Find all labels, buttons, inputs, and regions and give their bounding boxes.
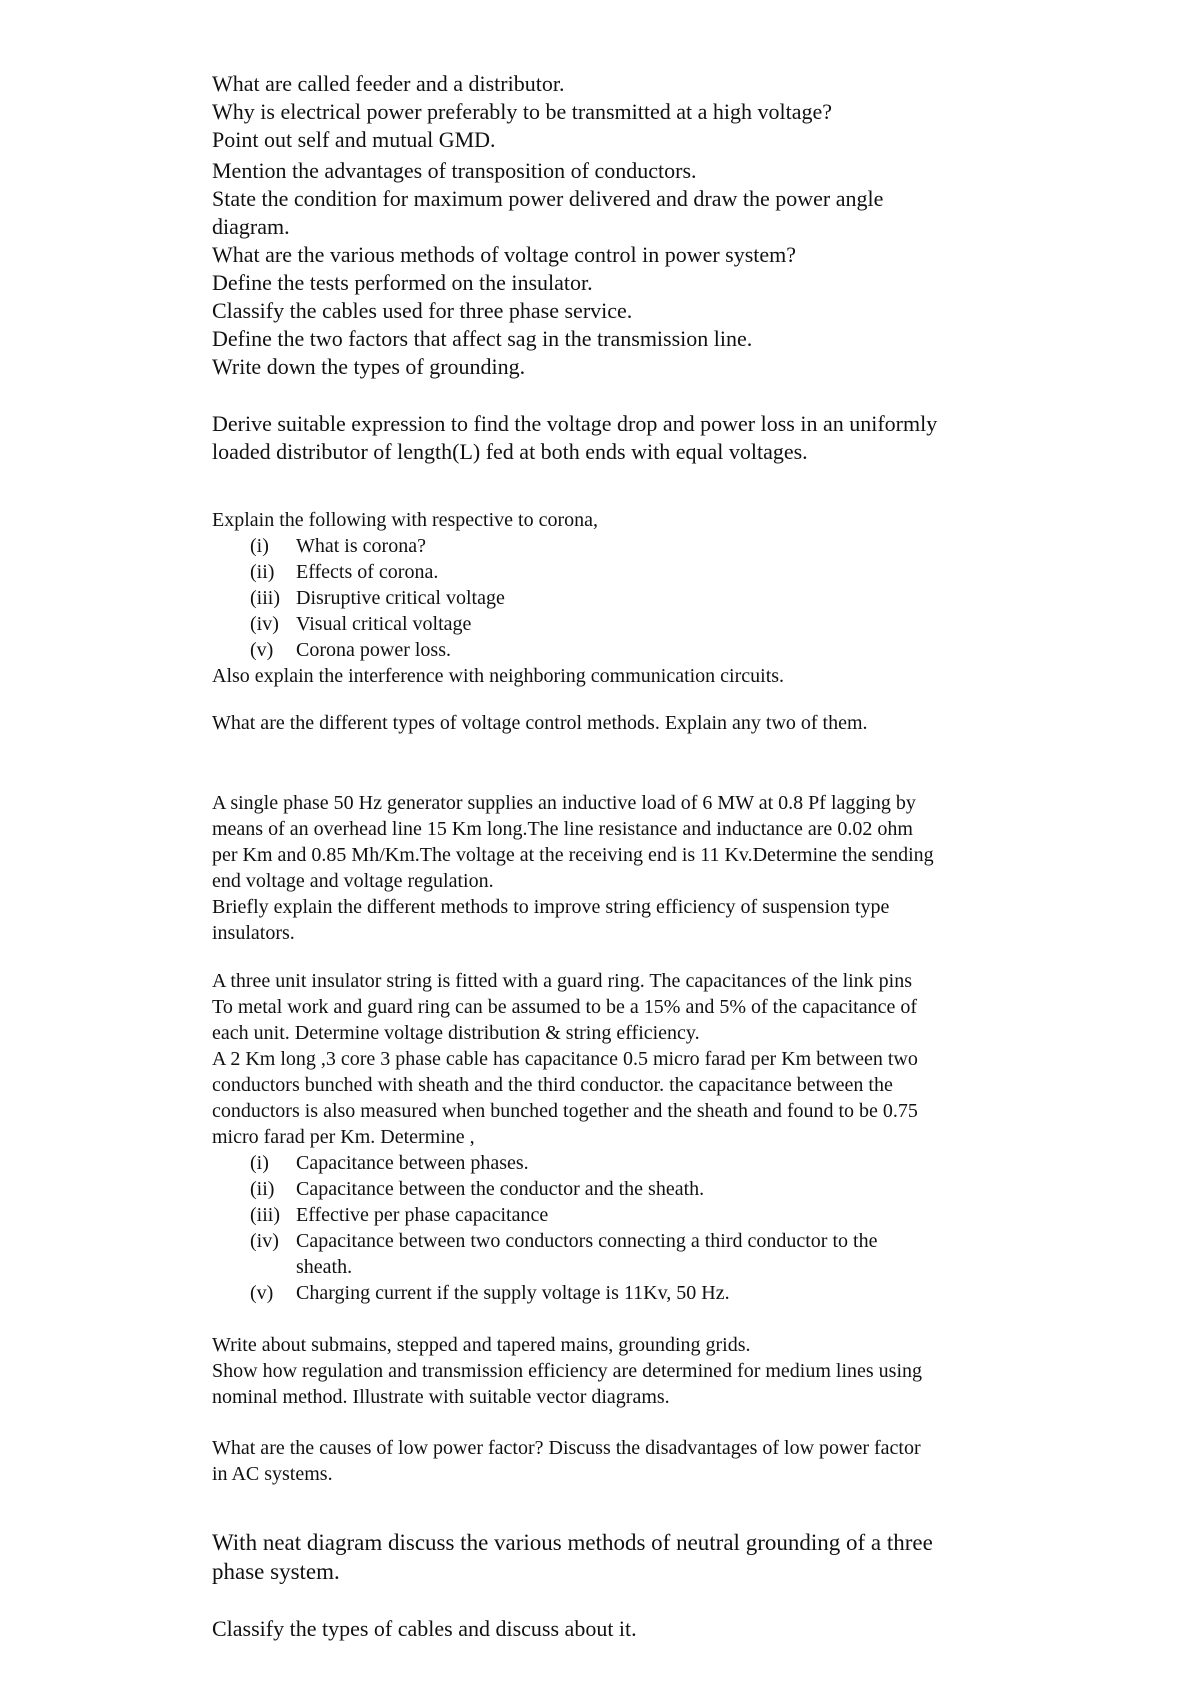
sub-item-text: Effective per phase capacitance: [296, 1204, 549, 1226]
sub-item: [212, 559, 1032, 585]
sub-item-text: Disruptive critical voltage: [296, 587, 505, 609]
sub-item-text: Effects of corona.: [296, 561, 439, 583]
sub-item: [212, 611, 1032, 637]
sub-item-text: Capacitance between the conductor and the sheath.: [296, 1178, 705, 1200]
question-line: means of an overhead line 15 Km long.The line resistance and inductance are 0.02 ohm: [212, 818, 913, 840]
cable-question-line: conductors bunched with sheath and the third conductor. the capacitance between the: [212, 1074, 893, 1096]
question-line: nominal method. Illustrate with suitable vector diagrams.: [212, 1386, 670, 1408]
question-line: end voltage and voltage regulation.: [212, 870, 494, 892]
sub-item-text: Capacitance between phases.: [296, 1152, 529, 1174]
question-line: per Km and 0.85 Mh/Km.The voltage at the receiving end is 11 Kv.Determine the sending: [212, 844, 934, 866]
question-line: Define the tests performed on the insulator.: [212, 270, 593, 295]
cable-question-line: micro farad per Km. Determine ,: [212, 1126, 475, 1148]
question-line: Why is electrical power preferably to be transmitted at a high voltage?: [212, 99, 833, 124]
sub-item-number: (iii): [250, 587, 280, 609]
question-line: Briefly explain the different methods to improve string efficiency of suspension type: [212, 896, 890, 918]
sub-item: [212, 1280, 1032, 1306]
sub-item: [212, 1150, 1032, 1176]
question-line: What are the causes of low power factor? Discuss the disadvantages of low power factor: [212, 1437, 921, 1459]
generator-question: [212, 790, 1032, 946]
sub-item: [212, 1202, 1032, 1228]
short-questions: [212, 70, 1032, 381]
neutral-grounding-question: [212, 1528, 1032, 1586]
classify-cables-question: [212, 1615, 1032, 1643]
sub-item: [212, 585, 1032, 611]
question-intro: Explain the following with respective to corona,: [212, 509, 599, 531]
question-line: State the condition for maximum power delivered and draw the power angle: [212, 186, 884, 211]
sub-item-text: What is corona?: [296, 535, 426, 557]
sub-item: [212, 1228, 1032, 1280]
question-line: Classify the types of cables and discuss about it.: [212, 1616, 637, 1641]
sub-item: [212, 1176, 1032, 1202]
cable-question-line: A 2 Km long ,3 core 3 phase cable has capacitance 0.5 micro farad per Km between two: [212, 1048, 918, 1070]
question-outro: Also explain the interference with neighboring communication circuits.: [212, 665, 785, 687]
question-line: diagram.: [212, 214, 290, 239]
sub-item-text: Visual critical voltage: [296, 613, 472, 635]
question-line: phase system.: [212, 1559, 340, 1584]
sub-item-number: (iv): [250, 1230, 279, 1252]
sub-item: [212, 637, 1032, 663]
sub-item-number: (iii): [250, 1204, 280, 1226]
question-line: To metal work and guard ring can be assumed to be a 15% and 5% of the capacitance of: [212, 996, 917, 1018]
sub-item-text: Charging current if the supply voltage is 11Kv, 50 Hz.: [296, 1282, 730, 1304]
question-line: Classify the cables used for three phase service.: [212, 298, 633, 323]
sub-item-text: Corona power loss.: [296, 639, 451, 661]
power-factor-question: [212, 1435, 1032, 1487]
sub-item: [212, 533, 1032, 559]
guard-ring-question: [212, 968, 1032, 1306]
question-line: A single phase 50 Hz generator supplies an inductive load of 6 MW at 0.8 Pf lagging by: [212, 792, 916, 814]
question-line: in AC systems.: [212, 1463, 333, 1485]
cable-question-line: conductors is also measured when bunched together and the sheath and found to be 0.75: [212, 1100, 918, 1122]
question-line: Define the two factors that affect sag in the transmission line.: [212, 326, 753, 351]
sub-item-text: Capacitance between two conductors connecting a third conductor to the sheath.: [296, 1230, 878, 1278]
voltage-control-question: [212, 710, 1032, 736]
sub-item-number: (ii): [250, 561, 275, 583]
sub-item-number: (ii): [250, 1178, 275, 1200]
sub-item-number: (v): [250, 639, 274, 661]
question-line: Write down the types of grounding.: [212, 354, 526, 379]
question-line: What are called feeder and a distributor.: [212, 71, 565, 96]
question-line: loaded distributor of length(L) fed at both ends with equal voltages.: [212, 439, 808, 464]
question-line: Point out self and mutual GMD.: [212, 127, 496, 152]
sub-item-number: (i): [250, 535, 269, 557]
sub-item-number: (v): [250, 1282, 274, 1304]
question-line: each unit. Determine voltage distribution & string efficiency.: [212, 1022, 700, 1044]
corona-question: [212, 507, 1032, 689]
question-line: Write about submains, stepped and tapered mains, grounding grids.: [212, 1334, 751, 1356]
sub-item-number: (iv): [250, 613, 279, 635]
question-line: What are the different types of voltage control methods. Explain any two of them.: [212, 712, 868, 734]
derive-question: [212, 410, 1032, 466]
question-line: Derive suitable expression to find the voltage drop and power loss in an uniformly: [212, 411, 938, 436]
submains-question: [212, 1332, 1032, 1410]
question-line: A three unit insulator string is fitted with a guard ring. The capacitances of the link pins: [212, 970, 913, 992]
question-line: Mention the advantages of transposition of conductors.: [212, 158, 697, 183]
question-line: What are the various methods of voltage control in power system?: [212, 242, 797, 267]
question-line: With neat diagram discuss the various methods of neutral grounding of a three: [212, 1530, 933, 1555]
question-line: Show how regulation and transmission efficiency are determined for medium lines using: [212, 1360, 923, 1382]
sub-item-number: (i): [250, 1152, 269, 1174]
question-line: insulators.: [212, 922, 295, 944]
